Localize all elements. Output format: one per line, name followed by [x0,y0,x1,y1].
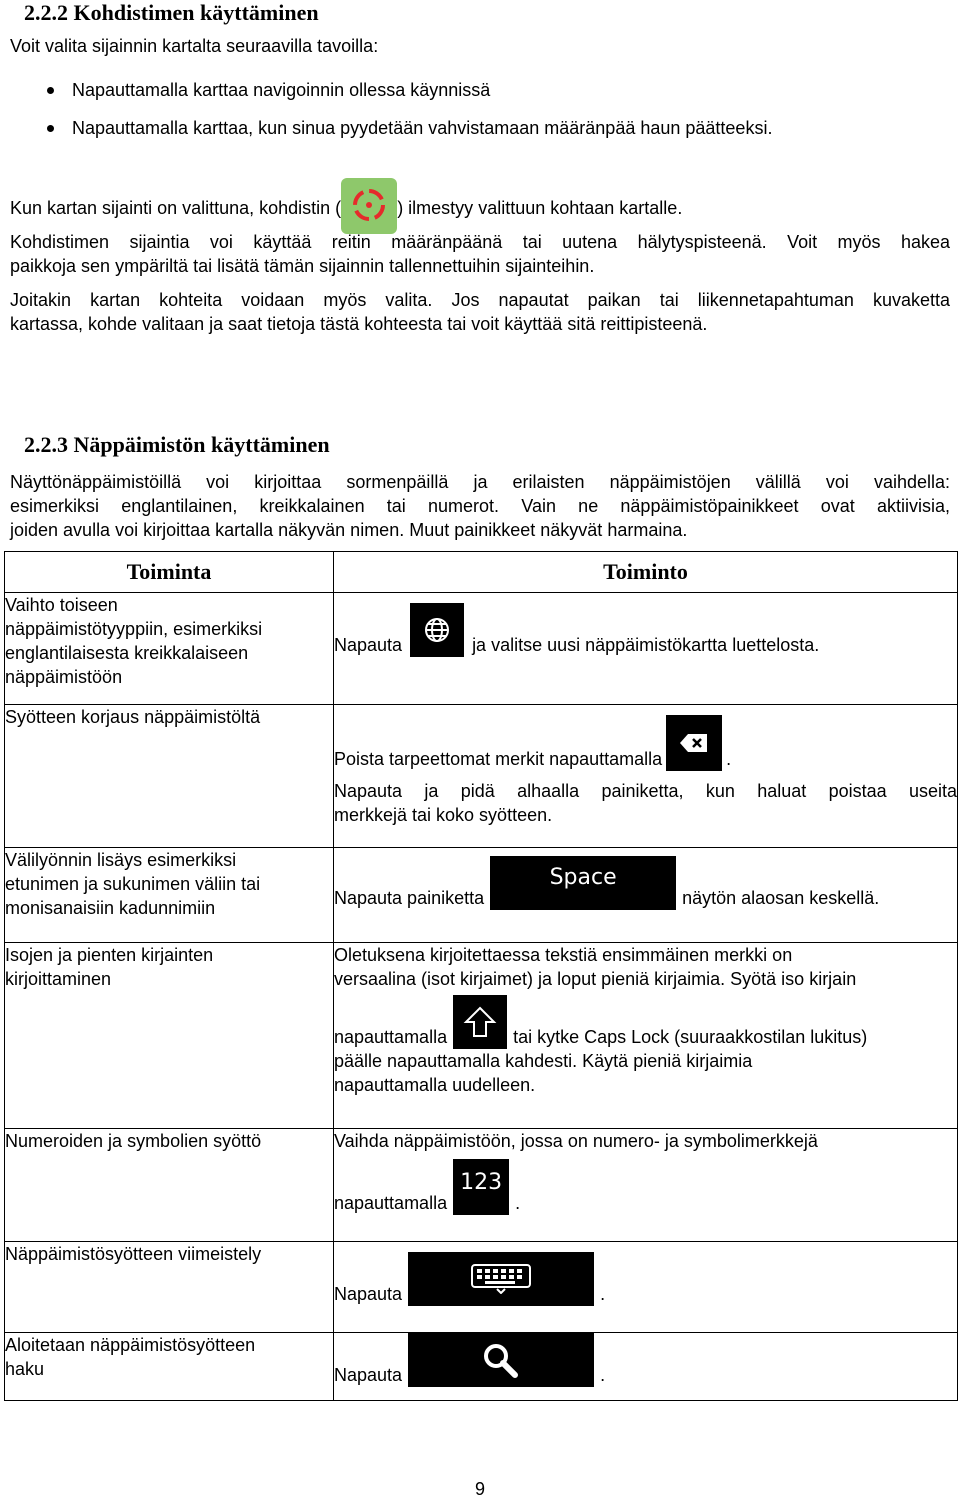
list-item-text: Napauttamalla karttaa, kun sinua pyydetään vahvistamaan määränpää haun päätteeksi. [72,118,773,138]
table-row [5,705,958,848]
function-cell [334,1129,958,1242]
text-line: esimerkiksi englantilainen, kreikkalainen tai numerot. Vain ne näppäimistöpainikkeet ovat aktiivisia, [10,496,950,516]
action-text: Näppäimistösyötteen viimeistely [5,1244,262,1264]
action-cell [5,705,334,848]
backspace-icon [666,715,722,771]
page-number: 9 [474,1479,485,1499]
target-cursor-icon [341,178,397,234]
cursor-usage-paragraph [10,230,950,278]
action-cell [5,593,334,705]
function-text: merkkejä tai koko syötteen. [334,805,553,825]
space-key-label: Space [549,865,617,890]
action-cell [5,1129,334,1242]
column-header-action: Toiminta [5,552,334,593]
numeric-key-image [453,1159,509,1215]
section-heading-keyboard: 2.2.3 Näppäimistön käyttäminen [24,432,330,457]
function-text: Napauta [334,1284,403,1304]
table-row [5,593,958,705]
column-header-function: Toiminto [334,552,958,593]
function-text: päälle napauttamalla kahdesti. Käytä pieniä kirjaimia [334,1051,753,1071]
function-text: ja valitse uusi näppäimistökartta luettelosta. [472,635,820,655]
list-item [10,78,950,116]
function-text: Napauta ja pidä alhaalla painiketta, kun haluat poistaa useita [334,781,957,801]
cursor-text-before: Kun kartan sijainti on valittuna, kohdistin ( [10,198,342,218]
text-line: paikkoja sen ympäriltä tai lisätä tämän sijainnin tallennettuihin sijainteihin. [10,256,595,276]
action-text: Vaihto toiseen [5,595,118,615]
cursor-text-after: ) ilmestyy valittuun kohtaan kartalle. [397,198,683,218]
function-text: Napauta [334,635,403,655]
text-line: Joitakin kartan kohteita voidaan myös valita. Jos napautat paikan tai liikennetapahtuman kuvaketta [10,290,950,310]
table-header-row [5,552,958,593]
globe-icon [410,603,464,657]
table-row [5,848,958,943]
search-icon [408,1333,594,1387]
keyboard-intro-paragraph [10,470,950,542]
function-text: näytön alaosan keskellä. [682,888,880,908]
function-text: napauttamalla [334,1027,448,1047]
function-text: . [600,1365,606,1385]
action-text: Välilyönnin lisäys esimerkiksi [5,850,237,870]
function-cell [334,1333,958,1401]
shift-arrow-icon [453,995,507,1049]
action-cell [5,848,334,943]
action-text: Aloitetaan näppäimistösyötteen [5,1335,256,1355]
bullet-list [10,78,950,154]
table-row [5,1242,958,1333]
action-text: kirjoittaminen [5,969,112,989]
function-text: Napauta [334,1365,403,1385]
function-cell [334,593,958,705]
section-heading-cursor: 2.2.2 Kohdistimen käyttäminen [24,0,319,25]
list-item-text: Napauttamalla karttaa navigoinnin ollessa käynnissä [72,80,491,100]
action-text: Isojen ja pienten kirjainten [5,945,214,965]
bullet-dot [47,87,54,94]
function-cell [334,943,958,1129]
space-key-image [490,856,676,910]
action-text: haku [5,1359,45,1379]
action-cell [5,1333,334,1401]
function-text: . [726,749,732,769]
keyboard-icon [408,1252,594,1306]
text-line: Näyttönäppäimistöillä voi kirjoittaa sormenpäillä ja erilaisten näppäimistöjen välillä voi vaihdella: [10,472,950,492]
function-cell [334,1242,958,1333]
action-text: näppäimistöön [5,667,123,687]
function-text: Poista tarpeettomat merkit napauttamalla [334,749,663,769]
function-text: Napauta painiketta [334,888,485,908]
action-text: etunimen ja sukunimen väliin tai [5,874,261,894]
action-text: Numeroiden ja symbolien syöttö [5,1131,262,1151]
keyboard-actions-table [4,551,958,1401]
action-text: englantilaisesta kreikkalaiseen [5,643,249,663]
map-objects-paragraph [10,288,950,336]
function-cell [334,848,958,943]
function-text: . [515,1193,521,1213]
text-line: Kohdistimen sijaintia voi käyttää reitin määränpäänä tai uutena hälytyspisteenä. Voit myös hakea [10,232,950,252]
function-text: tai kytke Caps Lock (suuraakkostilan lukitus) [513,1027,868,1047]
intro-text: Voit valita sijainnin kartalta seuraavilla tavoilla: [10,36,379,56]
text-line: joiden avulla voi kirjoittaa kartalla näkyvän nimen. Muut painikkeet näkyvät harmaina. [10,520,688,540]
function-cell [334,705,958,848]
function-text: . [600,1284,606,1304]
action-text: Syötteen korjaus näppäimistöltä [5,707,261,727]
text-line: kartassa, kohde valitaan ja saat tietoja tästä kohteesta tai voit käyttää sitä reittipisteenä. [10,314,708,334]
list-item [10,116,950,154]
table-row [5,1333,958,1401]
action-cell [5,1242,334,1333]
table-row [5,943,958,1129]
numeric-key-label: 123 [460,1170,503,1195]
action-cell [5,943,334,1129]
table-row [5,1129,958,1242]
cursor-paragraph [10,196,950,220]
function-text: Oletuksena kirjoitettaessa tekstiä ensimmäinen merkki on [334,945,793,965]
function-text: versaalina (isot kirjaimet) ja loput pieniä kirjaimia. Syötä iso kirjain [334,969,857,989]
bullet-dot [47,125,54,132]
action-text: monisanaisiin kadunnimiin [5,898,216,918]
action-text: näppäimistötyyppiin, esimerkiksi [5,619,263,639]
function-text: napauttamalla uudelleen. [334,1075,536,1095]
function-text: Vaihda näppäimistöön, jossa on numero- ja symbolimerkkejä [334,1131,818,1151]
function-text: napauttamalla [334,1193,448,1213]
